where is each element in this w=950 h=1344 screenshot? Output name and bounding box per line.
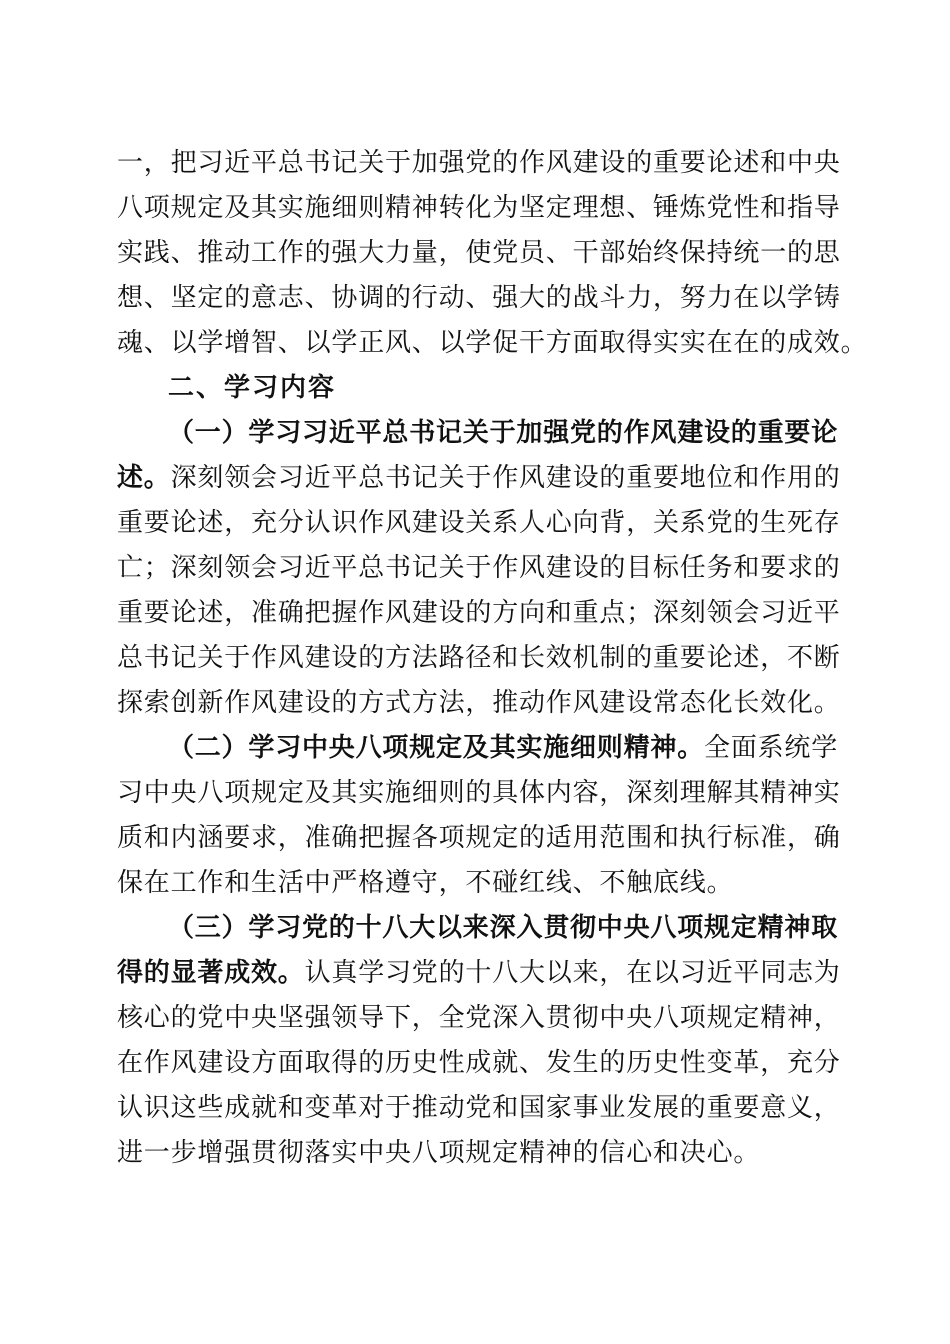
text-line: 质和内涵要求，准确把握各项规定的适用范围和执行标准，确 <box>117 823 841 853</box>
subsection-title: （三）学习党的十八大以来深入贯彻中央八项规定精神取 <box>168 913 839 943</box>
text-line: 探索创新作风建设的方式方法，推动作风建设常态化长效化。 <box>117 688 841 718</box>
subsection-title: （二）学习中央八项规定及其实施细则精神。 <box>168 733 705 763</box>
body-text: 全面系统学 <box>704 733 839 763</box>
text-line <box>168 725 839 771</box>
body-text: 认真学习党的十八大以来，在以习近平同志为 <box>304 958 841 988</box>
text-line: 想、坚定的意志、协调的行动、强大的战斗力，努力在以学铸 <box>117 283 841 313</box>
text-line: 一，把习近平总书记关于加强党的作风建设的重要论述和中央 <box>117 148 841 178</box>
text-line: 重要论述，准确把握作风建设的方向和重点；深刻领会习近平 <box>117 598 841 628</box>
text-line: 在作风建设方面取得的历史性成就、发生的历史性变革，充分 <box>117 1048 841 1078</box>
text-line <box>117 950 841 996</box>
body-text: 深刻领会习近平总书记关于作风建设的重要地位和作用的 <box>170 463 841 493</box>
text-line: 保在工作和生活中严格遵守，不碰红线、不触底线。 <box>117 868 734 898</box>
text-line: 八项规定及其实施细则精神转化为坚定理想、锤炼党性和指导 <box>117 193 841 223</box>
text-line: 进一步增强贯彻落实中央八项规定精神的信心和决心。 <box>117 1138 761 1168</box>
text-line: 亡；深刻领会习近平总书记关于作风建设的目标任务和要求的 <box>117 553 841 583</box>
text-line: 核心的党中央坚强领导下，全党深入贯彻中央八项规定精神， <box>117 1003 841 1033</box>
subsection-title: 述。 <box>117 463 171 493</box>
text-line: 实践、推动工作的强大力量，使党员、干部始终保持统一的思 <box>117 238 841 268</box>
subsection-title: 得的显著成效。 <box>117 958 305 988</box>
text-line: 认识这些成就和变革对于推动党和国家事业发展的重要意义， <box>117 1093 841 1123</box>
text-line <box>117 455 841 501</box>
subsection-title: （一）学习习近平总书记关于加强党的作风建设的重要论 <box>168 418 839 448</box>
text-line: 总书记关于作风建设的方法路径和长效机制的重要论述，不断 <box>117 643 841 673</box>
text-line: 重要论述，充分认识作风建设关系人心向背，关系党的生死存 <box>117 508 841 538</box>
section-heading: 二、学习内容 <box>168 373 337 403</box>
text-line: 习中央八项规定及其实施细则的具体内容，深刻理解其精神实 <box>117 778 841 808</box>
text-line: 魂、以学增智、以学正风、以学促干方面取得实实在在的成效。 <box>117 328 868 358</box>
